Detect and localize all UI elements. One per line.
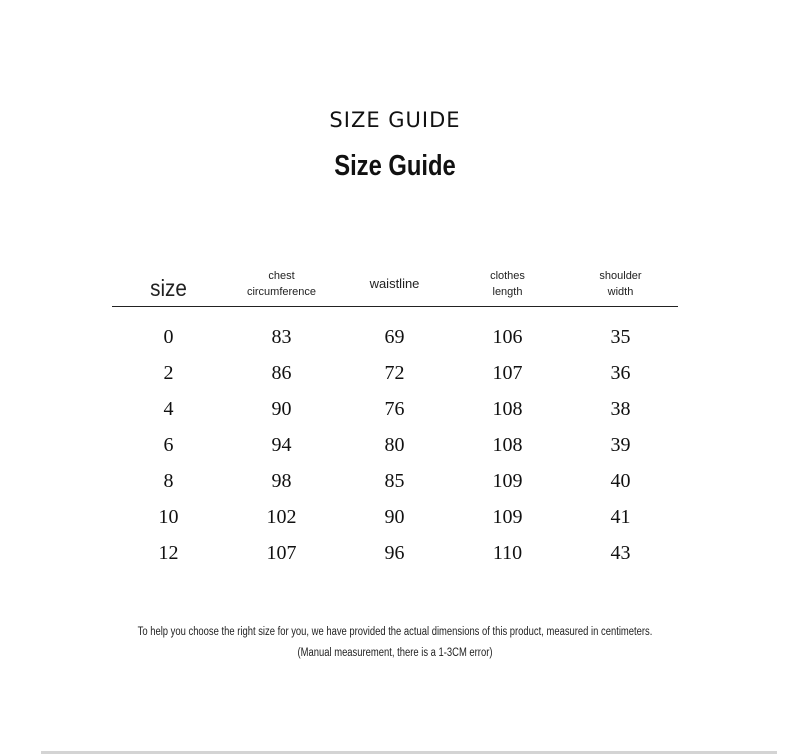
cell-waist: 85 (384, 469, 405, 492)
cell-length: 110 (492, 541, 523, 564)
cell-chest: 94 (271, 433, 292, 456)
cell-size: 10 (158, 505, 179, 528)
cell-shoulder: 38 (610, 397, 631, 420)
cell-waist: 90 (384, 505, 405, 528)
cell-shoulder: 35 (610, 325, 631, 348)
cell-chest: 90 (271, 397, 292, 420)
cell-waist: 76 (384, 397, 405, 420)
cell-size: 0 (163, 325, 174, 348)
cell-length: 108 (492, 433, 523, 456)
cell-length: 109 (492, 505, 523, 528)
cell-shoulder: 40 (610, 469, 631, 492)
cell-size: 2 (163, 361, 174, 384)
cell-size: 6 (163, 433, 174, 456)
header-shoulder-label: shoulder width (599, 270, 642, 298)
cell-shoulder: 39 (610, 433, 631, 456)
table-row (112, 499, 678, 535)
header-chest-label: chest circumference (246, 270, 317, 298)
header-shoulder-width (564, 268, 677, 300)
cell-waist: 72 (384, 361, 405, 384)
cell-chest: 107 (266, 541, 297, 564)
header-size: size (150, 275, 187, 301)
cell-length: 107 (492, 361, 523, 384)
header-chest (225, 268, 338, 300)
cell-length: 108 (492, 397, 523, 420)
cell-length: 109 (492, 469, 523, 492)
header-length-label: clothes length (490, 270, 525, 298)
table-row (112, 427, 678, 463)
table-body (112, 307, 678, 571)
table-row (112, 319, 678, 355)
cell-length: 106 (492, 325, 523, 348)
page-subtitle: Size Guide (334, 150, 456, 182)
table-row (112, 535, 678, 571)
header-clothes-length (451, 268, 564, 300)
cell-shoulder: 41 (610, 505, 631, 528)
cell-waist: 80 (384, 433, 405, 456)
cell-chest: 98 (271, 469, 292, 492)
page-title: SIZE GUIDE (329, 108, 461, 132)
cell-size: 4 (163, 397, 174, 420)
cell-chest: 86 (271, 361, 292, 384)
table-header (112, 262, 678, 307)
table-row (112, 391, 678, 427)
header-waistline: waistline (369, 276, 420, 291)
cell-shoulder: 36 (610, 361, 631, 384)
error-note: (Manual measurement, there is a 1-3CM error) (297, 647, 493, 659)
cell-size: 8 (163, 469, 174, 492)
cell-waist: 69 (384, 325, 405, 348)
cell-chest: 102 (266, 505, 297, 528)
table-row (112, 355, 678, 391)
cell-waist: 96 (384, 541, 405, 564)
cell-shoulder: 43 (610, 541, 631, 564)
cell-chest: 83 (271, 325, 292, 348)
measurement-note: To help you choose the right size for you, we have provided the actual dimensions of this product, measured in centimeters. (137, 626, 653, 638)
size-table (112, 262, 678, 571)
bottom-divider (41, 751, 777, 754)
table-row (112, 463, 678, 499)
cell-size: 12 (158, 541, 179, 564)
